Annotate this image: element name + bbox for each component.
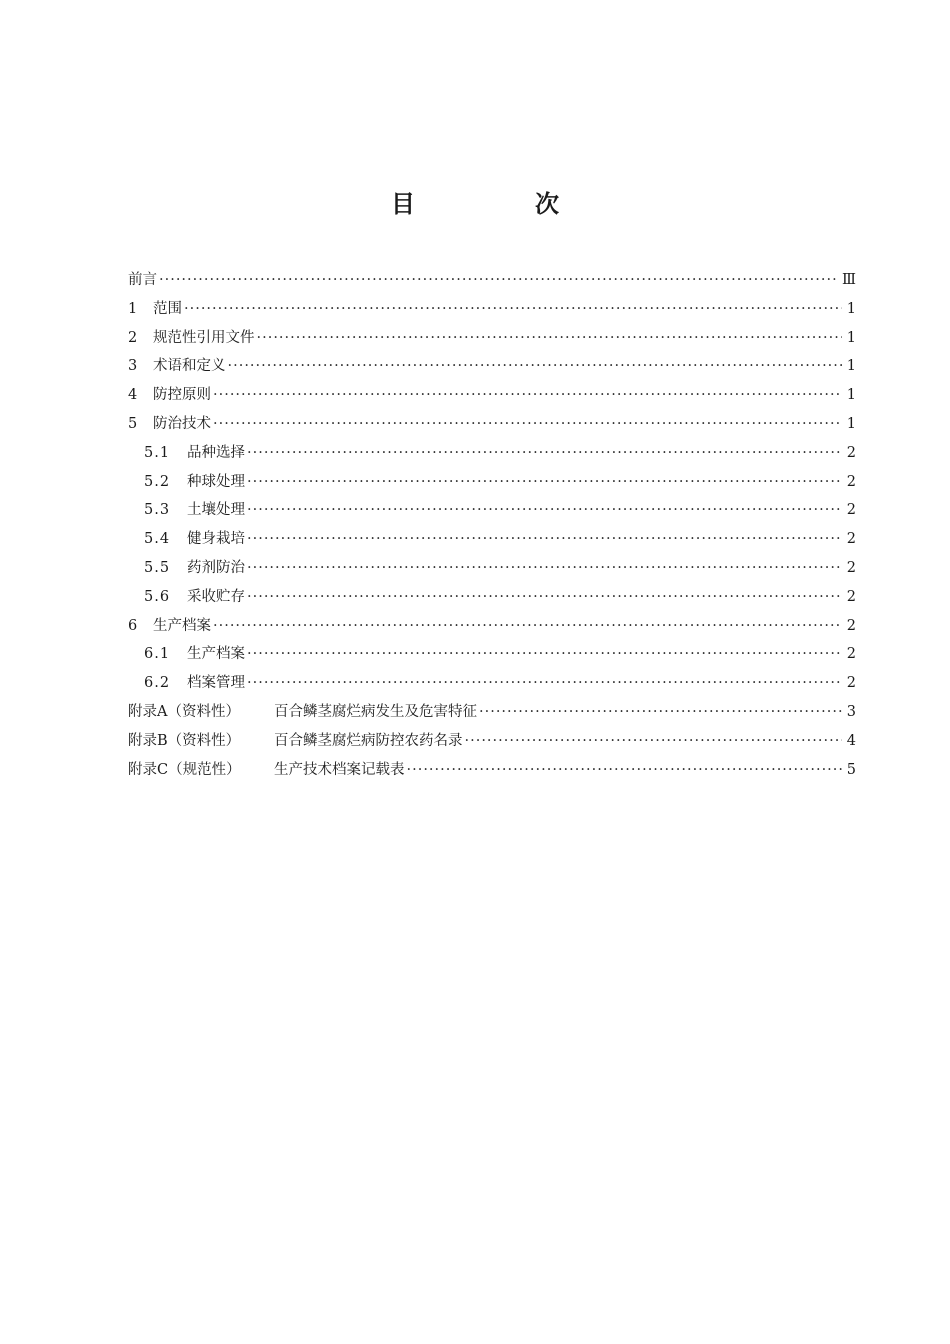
toc-entry[interactable] <box>128 698 856 727</box>
toc-leader-dots <box>213 612 842 641</box>
toc-entry[interactable] <box>128 583 856 612</box>
toc-entry-page-number: 1 <box>846 300 856 317</box>
toc-entry[interactable] <box>128 496 856 525</box>
toc-entry-title: 土壤处理 <box>187 502 245 519</box>
toc-leader-dots <box>213 410 842 439</box>
toc-entry-title: 百合鳞茎腐烂病防控农药名录 <box>274 732 463 749</box>
toc-leader-dots <box>479 698 842 727</box>
toc-entry-number: 5.4 <box>144 531 171 548</box>
toc-leader-dots <box>257 324 843 353</box>
toc-entry-page-number: Ⅲ <box>842 272 856 288</box>
toc-entry[interactable] <box>128 756 856 785</box>
toc-entry-number: 附录B（资料性） <box>128 732 241 749</box>
toc-entry-number: 3 <box>128 358 138 375</box>
toc-entry[interactable] <box>128 727 856 756</box>
toc-entry-number: 附录C（规范性） <box>128 761 241 778</box>
toc-entry-page-number: 1 <box>846 387 856 404</box>
toc-leader-dots <box>465 727 843 756</box>
toc-entry-page-number: 2 <box>846 617 856 634</box>
toc-entry-title: 种球处理 <box>187 473 245 490</box>
toc-entry-page-number: 2 <box>846 531 856 548</box>
toc-entry-title: 生产档案 <box>153 617 211 634</box>
toc-list <box>128 266 856 784</box>
toc-leader-dots <box>247 525 842 554</box>
toc-leader-dots <box>247 496 842 525</box>
toc-entry-number: 5.6 <box>144 588 171 605</box>
toc-entry-number: 4 <box>128 387 138 404</box>
toc-entry-page-number: 2 <box>846 646 856 663</box>
toc-leader-dots <box>228 352 843 381</box>
toc-entry-page-number: 2 <box>846 473 856 490</box>
toc-entry-number: 6 <box>128 617 138 634</box>
toc-leader-dots <box>247 669 842 698</box>
toc-entry-page-number: 1 <box>846 415 856 432</box>
toc-entry[interactable] <box>128 324 856 353</box>
toc-entry[interactable] <box>128 410 856 439</box>
toc-entry-page-number: 2 <box>846 444 856 461</box>
toc-entry[interactable] <box>128 468 856 497</box>
toc-leader-dots <box>247 554 842 583</box>
toc-entry[interactable] <box>128 640 856 669</box>
toc-entry-page-number: 1 <box>846 329 856 346</box>
toc-leader-dots <box>184 295 842 324</box>
toc-entry[interactable] <box>128 669 856 698</box>
toc-leader-dots <box>247 468 842 497</box>
toc-entry-page-number: 2 <box>846 559 856 576</box>
toc-entry-title: 前言 <box>128 272 157 288</box>
toc-entry-number: 6.2 <box>144 675 171 692</box>
toc-entry-title: 档案管理 <box>187 675 245 692</box>
toc-entry-number: 5 <box>128 415 138 432</box>
toc-entry[interactable] <box>128 381 856 410</box>
toc-entry-title: 采收贮存 <box>187 588 245 605</box>
toc-leader-dots <box>213 381 842 410</box>
toc-entry-page-number: 3 <box>846 703 856 720</box>
toc-entry-number: 2 <box>128 329 138 346</box>
toc-entry[interactable] <box>128 612 856 641</box>
toc-entry-title: 品种选择 <box>187 444 245 461</box>
toc-entry-title: 健身栽培 <box>187 531 245 548</box>
toc-leader-dots <box>159 266 838 295</box>
toc-entry-title: 范围 <box>153 300 182 317</box>
toc-entry-number: 6.1 <box>144 646 171 663</box>
toc-entry-page-number: 5 <box>846 761 856 778</box>
toc-entry-number: 5.2 <box>144 473 171 490</box>
toc-entry[interactable] <box>128 352 856 381</box>
toc-title: 目 次 <box>391 190 607 218</box>
toc-entry-title: 术语和定义 <box>153 358 226 375</box>
toc-entry[interactable] <box>128 295 856 324</box>
toc-entry-title: 百合鳞茎腐烂病发生及危害特征 <box>274 703 477 720</box>
toc-entry-number: 5.1 <box>144 444 171 461</box>
toc-entry-title: 生产档案 <box>187 646 245 663</box>
toc-entry-number: 5.5 <box>144 559 171 576</box>
toc-entry[interactable] <box>128 525 856 554</box>
toc-leader-dots <box>247 583 842 612</box>
toc-leader-dots <box>247 439 842 468</box>
toc-entry-number: 1 <box>128 300 138 317</box>
toc-entry-page-number: 2 <box>846 675 856 692</box>
toc-entry-page-number: 2 <box>846 502 856 519</box>
toc-leader-dots <box>407 756 843 785</box>
toc-entry-title: 药剂防治 <box>187 559 245 576</box>
toc-entry[interactable] <box>128 439 856 468</box>
toc-entry-page-number: 1 <box>846 358 856 375</box>
toc-entry-title: 防治技术 <box>153 415 211 432</box>
toc-entry-title: 生产技术档案记载表 <box>274 761 405 778</box>
toc-entry-page-number: 4 <box>846 732 856 749</box>
toc-entry-page-number: 2 <box>846 588 856 605</box>
toc-entry-number: 附录A（资料性） <box>128 703 240 720</box>
toc-entry-title: 防控原则 <box>153 387 211 404</box>
toc-leader-dots <box>247 640 842 669</box>
toc-entry-number: 5.3 <box>144 502 171 519</box>
toc-entry[interactable] <box>128 554 856 583</box>
toc-entry[interactable] <box>128 266 856 295</box>
toc-entry-title: 规范性引用文件 <box>153 329 255 346</box>
